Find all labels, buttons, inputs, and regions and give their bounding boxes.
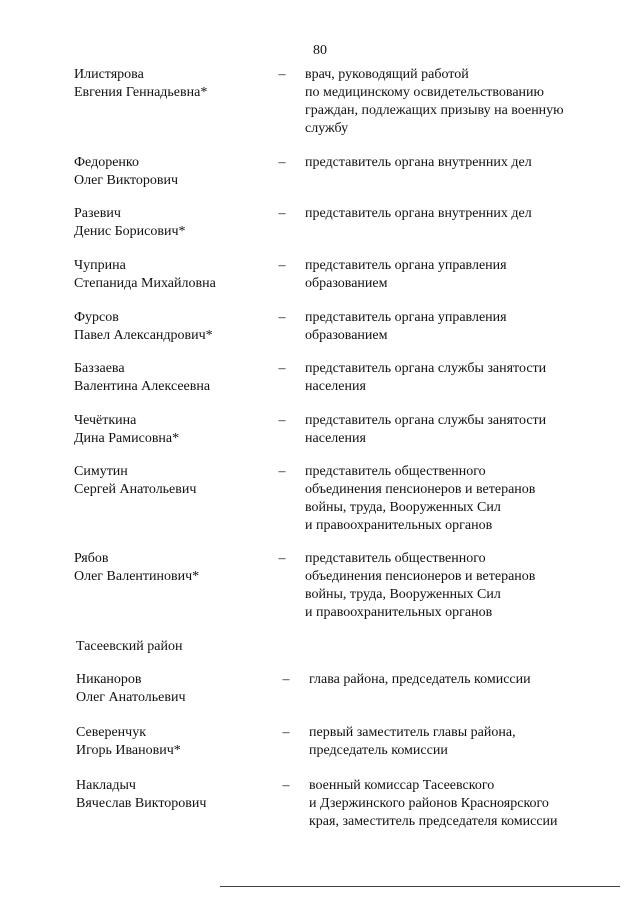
person-role: представитель общественного объединения пенсионеров и ветеранов войны, труда, Вооруженных Сил и правоохранительных органов	[305, 464, 536, 533]
person-name: Чуприна Степанида Михайловна	[74, 258, 216, 291]
person-role: глава района, председатель комиссии	[309, 672, 531, 687]
person-name: Никаноров Олег Анатольевич	[76, 672, 186, 705]
person-role: военный комиссар Тасеевского и Дзержинского районов Красноярского края, заместитель председателя комиссии	[309, 778, 558, 829]
person-role: первый заместитель главы района, председатель комиссии	[309, 725, 516, 758]
person-name: Баззаева Валентина Алексеевна	[74, 361, 211, 394]
person-name: Илистярова Евгения Геннадьевна*	[74, 67, 208, 100]
dash-separator: –	[282, 725, 290, 740]
dash-separator: –	[278, 310, 286, 325]
section-title: Тасеевский район	[76, 639, 183, 654]
person-name: Чечёткина Дина Рамисовна*	[74, 413, 180, 446]
person-name: Симутин Сергей Анатольевич	[74, 464, 197, 497]
person-role: представитель органа управления образованием	[305, 310, 507, 343]
dash-separator: –	[278, 155, 286, 170]
dash-separator: –	[278, 206, 286, 221]
dash-separator: –	[278, 464, 286, 479]
page-number: 80	[313, 43, 327, 58]
person-role: представитель органа службы занятости населения	[305, 361, 547, 394]
dash-separator: –	[278, 258, 286, 273]
dash-separator: –	[282, 778, 290, 793]
person-role: представитель общественного объединения пенсионеров и ветеранов войны, труда, Вооруженных Сил и правоохранительных органов	[305, 551, 536, 620]
person-role: представитель органа внутренних дел	[305, 155, 532, 170]
person-name: Разевич Денис Борисович*	[74, 206, 186, 239]
person-role: врач, руководящий работой по медицинскому освидетельствованию граждан, подлежащих призыву на военную службу	[305, 67, 564, 136]
person-name: Федоренко Олег Викторович	[74, 155, 179, 188]
footer-divider	[220, 886, 620, 887]
person-name: Фурсов Павел Александрович*	[74, 310, 213, 343]
dash-separator: –	[278, 551, 286, 566]
person-role: представитель органа управления образованием	[305, 258, 507, 291]
person-role: представитель органа службы занятости населения	[305, 413, 547, 446]
dash-separator: –	[278, 361, 286, 376]
person-role: представитель органа внутренних дел	[305, 206, 532, 221]
dash-separator: –	[278, 67, 286, 82]
person-name: Рябов Олег Валентинович*	[74, 551, 200, 584]
dash-separator: –	[278, 413, 286, 428]
dash-separator: –	[282, 672, 290, 687]
person-name: Северенчук Игорь Иванович*	[76, 725, 181, 758]
person-name: Накладыч Вячеслав Викторович	[76, 778, 207, 811]
